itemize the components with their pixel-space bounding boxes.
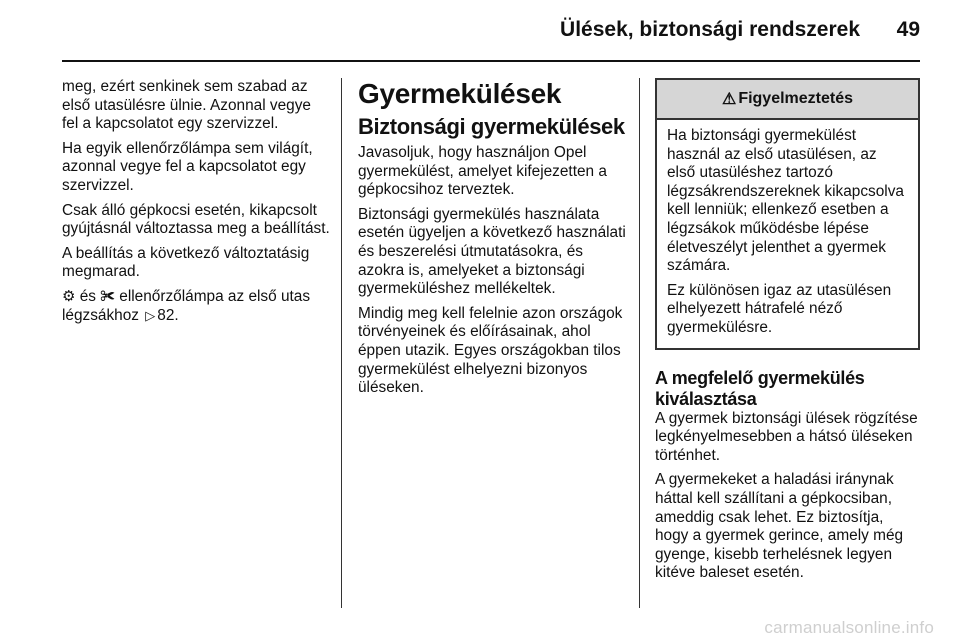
indicator-text: ellenőrzőlámpa az első utas légzsákhoz (62, 287, 311, 324)
column-divider-1 (341, 78, 342, 608)
page-title: Ülések, biztonsági rendszerek (560, 18, 860, 41)
page-number: 49 (896, 18, 920, 41)
paragraph: A beállítás a következő változtatásig megmarad. (62, 244, 310, 281)
warning-header (657, 80, 918, 120)
connector-text: és (79, 287, 96, 305)
column-1 (62, 78, 330, 331)
warning-paragraph: Ha biztonsági gyermekülést használ az első utasülésen, az első utasüléshez tartozó légzsákrendszereknek kikapcsolva kell lenniük; ellenkező esetben a légzsákok működésbe lépése életveszélyt jelenthet a gyermek számára. (667, 127, 904, 275)
paragraph: Javasoljuk, hogy használjon Opel gyermekülést, amelyet kifejezetten a gépkocsihoz terveztek. (358, 144, 607, 199)
subsection-heading: A megfelelő gyermekülés kiválasztása (655, 367, 865, 409)
warning-body (657, 120, 918, 348)
paragraph: Ha egyik ellenőrzőlámpa sem világít, azonnal vegye fel a kapcsolatot egy szervizzel. (62, 139, 313, 194)
section-subheading: Biztonsági gyermekülések (358, 114, 625, 139)
column-2 (358, 78, 628, 404)
warning-title: Figyelmeztetés (738, 90, 854, 107)
page-reference[interactable]: 82. (157, 306, 179, 324)
watermark: carmanualsonline.info (764, 618, 934, 637)
airbag-off-icon: ✀ (100, 287, 115, 305)
warning-box (655, 78, 920, 350)
paragraph: meg, ezért senkinek sem szabad az első utasülésre ülnie. Azonnal vegye fel a kapcsolatot egy szervizzel. (62, 78, 311, 133)
column-divider-2 (639, 78, 640, 608)
paragraph: A gyermek biztonsági ülések rögzítése legkényelmesebben a hátsó üléseken történhet. (655, 409, 918, 464)
paragraph-airbag-indicators (62, 288, 330, 325)
warning-paragraph: Ez különösen igaz az utasülésen elhelyezett hátrafelé néző gyermekülésre. (667, 281, 892, 336)
paragraph: Csak álló gépkocsi esetén, kikapcsolt gyújtásnál változtassa meg a beállítást. (62, 201, 330, 238)
reference-arrow-icon[interactable]: ▷ (145, 307, 156, 323)
paragraph: A gyermekeket a haladási iránynak háttal kell szállítani a gépkocsiban, ameddig csak lehet. Ez biztosítja, hogy a gyermek gerince, amely még gyenge, kisebb terhelésnek legyen kitéve baleset esetén. (655, 471, 904, 582)
paragraph: Biztonsági gyermekülés használata esetén ügyeljen a következő használati és beszerelési útmutatásokra, és azokra is, amelyeket a biztonsági gyermeküléshez mellékeltek. (358, 205, 626, 298)
warning-triangle-icon: ⚠ (721, 91, 737, 108)
section-heading: Gyermekülések (358, 78, 562, 109)
header-rule (62, 60, 920, 62)
paragraph: Mindig meg kell felelnie azon országok törvényeinek és előírásainak, ahol éppen utazik. Egyes országokban tilos gyermekülést elhelyezni bizonyos üléseken. (358, 304, 623, 397)
airbag-on-icon: ⚙ (62, 287, 76, 305)
column-3 (655, 78, 920, 589)
